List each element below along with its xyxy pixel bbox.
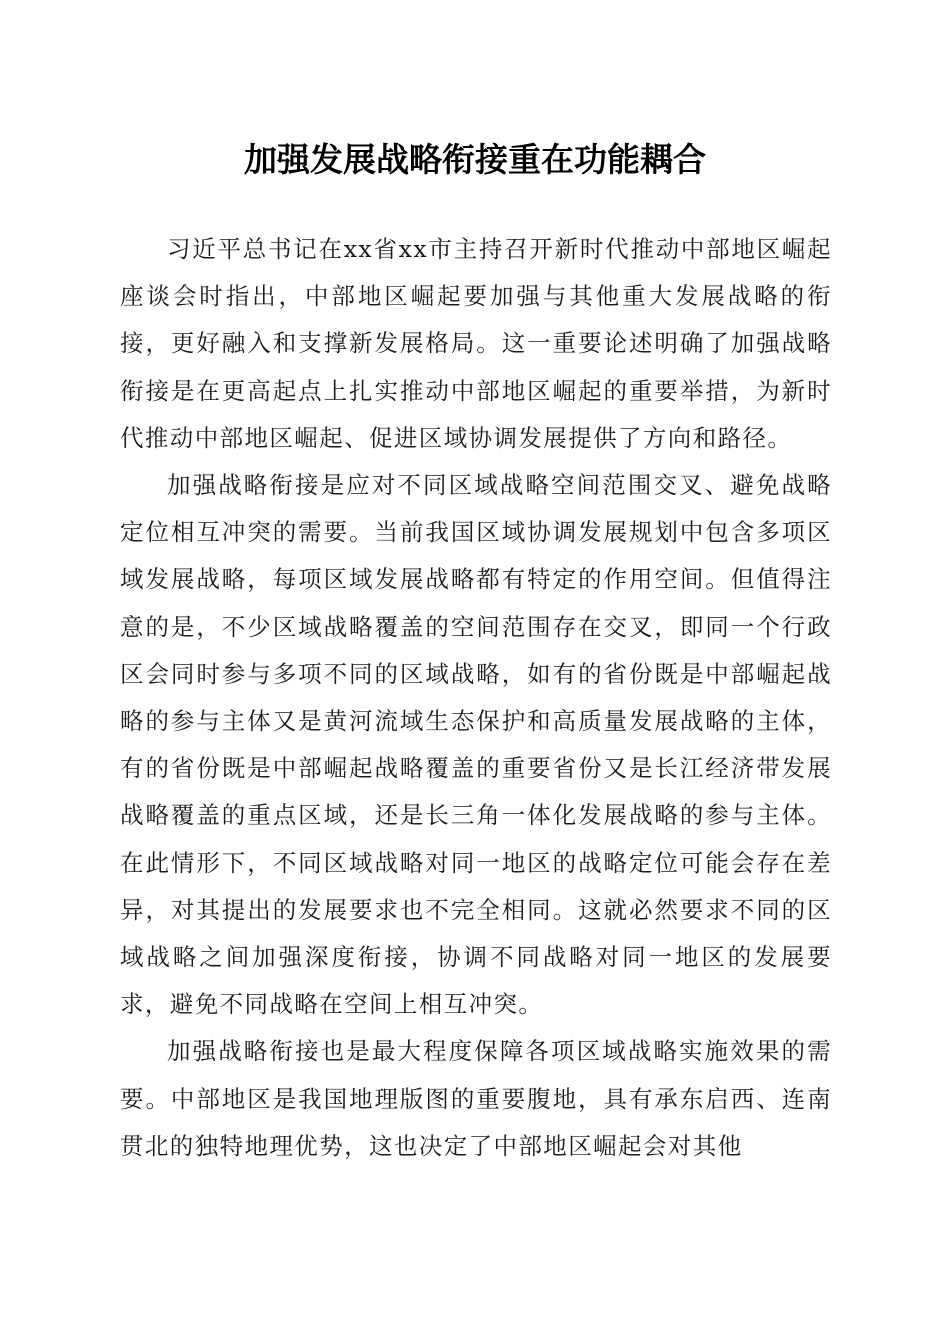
document-title: 加强发展战略衔接重在功能耦合 [244, 140, 706, 179]
paragraph-1: 习近平总书记在xx省xx市主持召开新时代推动中部地区崛起座谈会时指出，中部地区崛起要加强与其他重大发展战略的衔接，更好融入和支撑新发展格局。这一重要论述明确了加强战略衔接是在更高起点上扎实推动中部地区崛起的重要举措，为新时代推动中部地区崛起、促进区域协调发展提供了方向和路径。 [120, 235, 832, 452]
paragraph-2: 加强战略衔接是应对不同区域战略空间范围交叉、避免战略定位相互冲突的需要。当前我国区域协调发展规划中包含多项区域发展战略，每项区域发展战略都有特定的作用空间。但值得注意的是，不少区域战略覆盖的空间范围存在交叉，即同一个行政区会同时参与多项不同的区域战略，如有的省份既是中部崛起战略的参与主体又是黄河流域生态保护和高质量发展战略的主体，有的省份既是中部崛起战略覆盖的重要省份又是长江经济带发展战略覆盖的重点区域，还是长三角一体化发展战略的参与主体。在此情形下，不同区域战略对同一地区的战略定位可能会存在差异，对其提出的发展要求也不完全相同。这就必然要求不同的区域战略之间加强深度衔接，协调不同战略对同一地区的发展要求，避免不同战略在空间上相互冲突。 [120, 471, 832, 1019]
paragraph-3: 加强战略衔接也是最大程度保障各项区域战略实施效果的需要。中部地区是我国地理版图的重要腹地，具有承东启西、连南贯北的独特地理优势，这也决定了中部地区崛起会对其他 [120, 1037, 832, 1160]
document-body [120, 226, 832, 1170]
